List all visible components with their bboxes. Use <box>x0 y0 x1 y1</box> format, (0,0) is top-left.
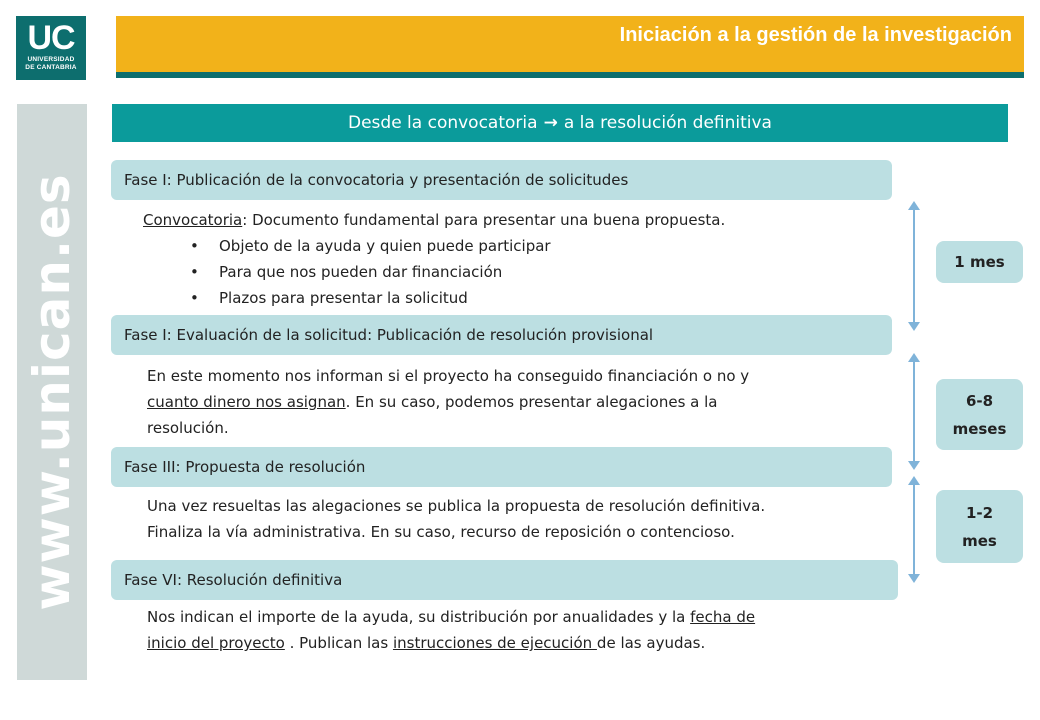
phase-1-bullet-list <box>190 233 551 311</box>
phase-4-bar <box>111 560 898 600</box>
list-item: • Para que nos pueden dar financiación <box>190 259 551 285</box>
phase-2-line-2-rest: . En su caso, podemos presentar alegaciones a la <box>345 393 718 411</box>
phase-3-bar <box>111 447 892 487</box>
duration-badge-2 <box>936 379 1023 450</box>
timeline-arrow-1 <box>913 209 915 322</box>
list-item: • Plazos para presentar la solicitud <box>190 285 551 311</box>
phase-4-line-2 <box>147 630 755 656</box>
duration-2-line-2: meses <box>952 419 1007 438</box>
inicio-proyecto-link: inicio del proyecto <box>147 634 285 652</box>
section-title-end: a la resolución definitiva <box>563 113 772 133</box>
duration-2-line-1: 6-8 <box>965 391 994 410</box>
duration-1-label: 1 mes <box>954 253 1005 271</box>
phase-3-line-1: Una vez resueltas las alegaciones se publica la propuesta de resolución definitiva. <box>147 497 766 515</box>
phase-3-line-2: Finaliza la vía administrativa. En su caso, recurso de reposición o contencioso. <box>147 523 735 541</box>
section-banner <box>112 104 1008 142</box>
header-strip <box>116 72 1024 78</box>
phase-4-title: Fase VI: Resolución definitiva <box>124 571 343 589</box>
phase-4-line-1 <box>147 604 755 630</box>
convocatoria-term: Convocatoria <box>143 211 243 229</box>
phase-2-text <box>147 363 749 441</box>
duration-3-line-2: mes <box>962 531 997 550</box>
logo-mark: UC <box>27 19 75 57</box>
phase-2-line-2 <box>147 389 749 415</box>
phase-2-title: Fase I: Evaluación de la solicitud: Publicación de resolución provisional <box>124 326 654 344</box>
logo-line-2: DE CANTABRIA <box>25 64 77 71</box>
duration-3-line-1: 1-2 <box>965 503 994 522</box>
right-arrow-icon: → <box>543 113 558 133</box>
instrucciones-link: instrucciones de ejecución <box>392 634 597 652</box>
phase-2-line-1: En este momento nos informan si el proyecto ha conseguido financiación o no y <box>147 367 750 385</box>
page-title: Iniciación a la gestión de la investigación <box>619 24 1012 46</box>
arrow-down-icon <box>908 322 920 331</box>
cuanto-dinero-link: cuanto dinero nos asignan <box>147 393 346 411</box>
phase-3-text <box>147 493 765 545</box>
phase-1-title: Fase I: Publicación de la convocatoria y presentación de solicitudes <box>124 171 629 189</box>
phase-1-bar <box>111 160 892 200</box>
phase-1-intro-rest: : Documento fundamental para presentar una buena propuesta. <box>242 211 726 229</box>
timeline-arrow-2 <box>913 361 915 461</box>
phase-3-title: Fase III: Propuesta de resolución <box>124 458 366 476</box>
logo-line-1: UNIVERSIDAD <box>27 56 75 63</box>
fecha-de-link: fecha de <box>690 608 756 626</box>
uc-logo[interactable] <box>16 16 86 80</box>
phase-4-line-2-mid: . Publican las <box>284 634 393 652</box>
phase-2-line-3: resolución. <box>147 419 229 437</box>
timeline-arrow-3 <box>913 484 915 574</box>
duration-badge-1 <box>936 241 1023 283</box>
phase-2-bar <box>111 315 892 355</box>
side-url[interactable]: www.unican.es <box>23 173 81 611</box>
phase-4-text <box>147 604 755 656</box>
phase-1-intro <box>143 207 725 233</box>
section-title-start: Desde la convocatoria <box>348 113 538 133</box>
arrow-down-icon <box>908 461 920 470</box>
phase-4-line-2-end: de las ayudas. <box>596 634 706 652</box>
list-item: • Objeto de la ayuda y quien puede participar <box>190 233 551 259</box>
duration-badge-3 <box>936 490 1023 563</box>
arrow-down-icon <box>908 574 920 583</box>
phase-4-line-1-start: Nos indican el importe de la ayuda, su distribución por anualidades y la <box>147 608 691 626</box>
